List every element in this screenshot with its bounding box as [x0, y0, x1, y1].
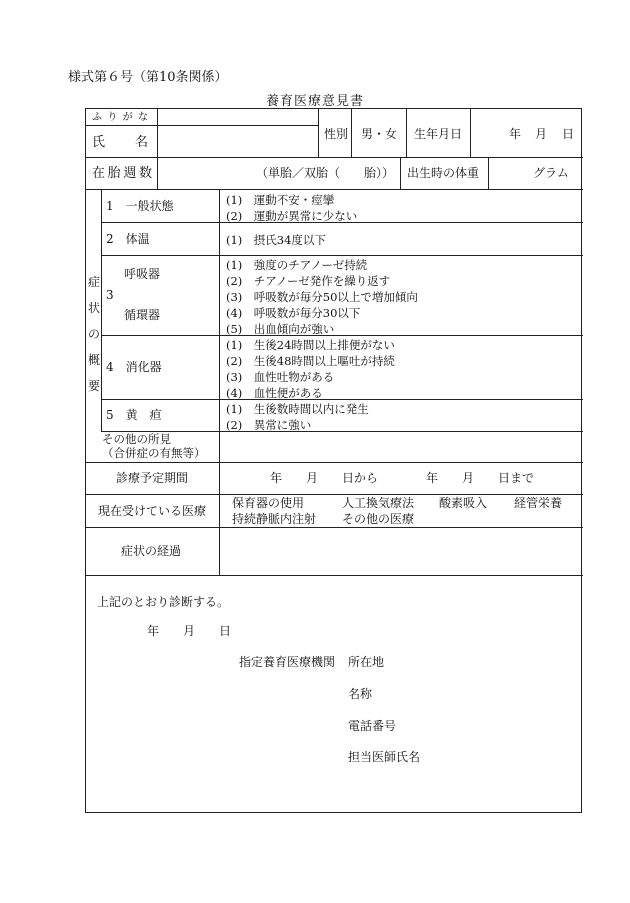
- pregnancy-type: （単胎／双胎（ 胎））: [256, 166, 395, 180]
- current-item-4: 経管栄養: [514, 496, 563, 510]
- declaration-date: 年 月 日: [147, 624, 232, 638]
- birth-day-unit: 日: [562, 127, 575, 141]
- resp-circ-items: [226, 257, 418, 337]
- jaundice-item: (2) 異常に強い: [226, 418, 312, 432]
- section-char: の: [88, 327, 101, 341]
- resp-circ-item: (2) チアノーゼ発作を繰り返す: [226, 274, 391, 288]
- current-item-1: 保育器の使用: [232, 496, 305, 510]
- birthdate-label: 生年月日: [414, 127, 463, 141]
- general-item: (2) 運動が異常に少ない: [226, 209, 358, 223]
- resp-circ-item: (5) 出血傾向が強い: [226, 322, 335, 336]
- digestive-items: [226, 337, 395, 401]
- resp-circ-item: (4) 呼吸数が毎分30以下: [226, 306, 361, 320]
- progress-label: 症状の経過: [121, 544, 182, 558]
- other-findings-sublabel: （合併症の有無等）: [102, 446, 206, 460]
- period-text: 年 月 日から 年 月 日まで: [270, 471, 535, 485]
- section-char: 要: [88, 379, 101, 393]
- general-items: [226, 192, 357, 224]
- jaundice-item: (1) 生後数時間以内に発生: [226, 402, 369, 416]
- symptoms-section-label: [88, 269, 100, 399]
- current-item-3: 酸素吸入: [439, 496, 488, 510]
- weeks-label: 在 胎 週 数: [92, 166, 152, 181]
- general-item: (1) 運動不安・痙攣: [226, 193, 335, 207]
- digestive-item: (4) 血性便がある: [226, 386, 323, 400]
- weight-unit: グラム: [533, 166, 569, 180]
- general-label: 1 一般状態: [106, 199, 174, 213]
- section-char: 症: [88, 275, 101, 289]
- current-item-2: 人工換気療法: [342, 496, 415, 510]
- institution-name-label: 名称: [348, 687, 373, 701]
- jaundice-items: [226, 401, 369, 433]
- name-label: 氏 名: [92, 135, 148, 150]
- document-title: 養育医療意見書: [265, 94, 364, 109]
- temperature-item: (1) 摂氏34度以下: [226, 233, 326, 247]
- circulatory-label: 循環器: [124, 308, 161, 322]
- sex-label: 性別: [324, 127, 349, 141]
- birth-month-unit: 月: [535, 127, 548, 141]
- birth-year-unit: 年: [509, 127, 522, 141]
- furigana-label: ふ り が な: [92, 112, 148, 123]
- respiratory-label: 呼吸器: [124, 267, 161, 281]
- digestive-label: 4 消化器: [106, 360, 162, 374]
- resp-circ-item: (1) 強度のチアノーゼ持続: [226, 258, 368, 272]
- form-number: 様式第６号（第10条関係）: [68, 70, 228, 85]
- institution-label: 指定養育医療機関: [239, 655, 336, 669]
- jaundice-label: 5 黄 疸: [106, 408, 162, 422]
- digestive-item: (1) 生後24時間以上排便がない: [226, 338, 395, 352]
- temperature-label: 2 体温: [106, 232, 150, 246]
- address-label: 所在地: [348, 655, 385, 669]
- resp-circ-number: 3: [106, 288, 114, 302]
- statement: 上記のとおり診断する。: [97, 595, 230, 609]
- phone-label: 電話番号: [348, 719, 397, 733]
- current-treatment-label: 現在受けている医療: [98, 504, 207, 518]
- digestive-item: (3) 血性吐物がある: [226, 370, 335, 384]
- section-char: 状: [88, 301, 101, 315]
- current-item-5: 持続静脈内注射: [232, 512, 317, 526]
- birth-weight-label: 出生時の体重: [407, 166, 480, 180]
- other-findings-label: その他の所見: [102, 432, 171, 446]
- resp-circ-item: (3) 呼吸数が毎分50以上で増加傾向: [226, 290, 418, 304]
- doctor-label: 担当医師氏名: [348, 750, 421, 764]
- digestive-item: (2) 生後48時間以上嘔吐が持続: [226, 354, 395, 368]
- period-label: 診療予定期間: [116, 471, 189, 485]
- temperature-items: [226, 232, 326, 248]
- sex-options: 男・女: [361, 127, 398, 141]
- current-item-6: その他の医療: [342, 512, 415, 526]
- section-char: 概: [88, 353, 101, 367]
- opinion-form: [85, 108, 582, 813]
